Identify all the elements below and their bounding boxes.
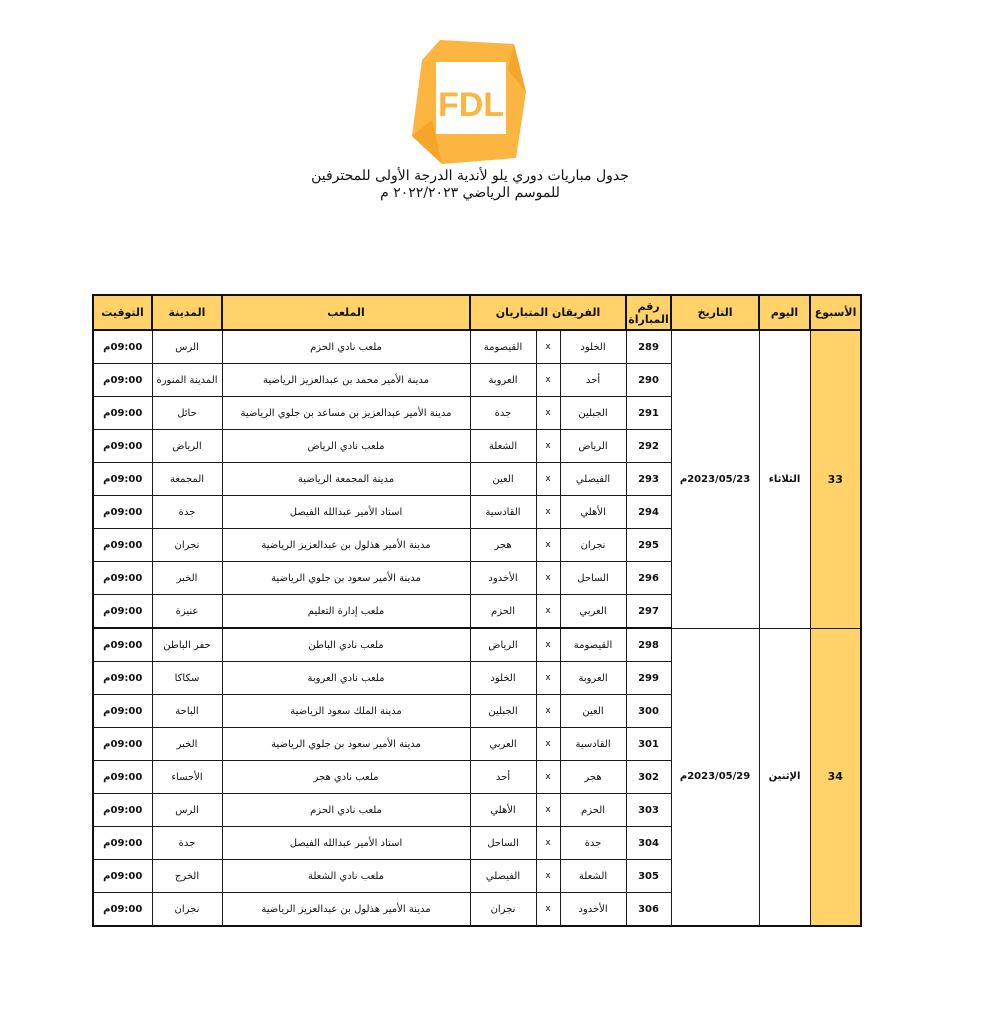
home-team-cell: الحزم <box>560 794 626 827</box>
city-cell: جدة <box>152 496 222 529</box>
away-team-cell: الرياض <box>470 628 536 662</box>
match-number-cell: 304 <box>626 827 671 860</box>
stadium-cell: ملعب نادي الحزم <box>222 330 470 364</box>
home-team-cell: الجبلين <box>560 397 626 430</box>
time-cell: 09:00م <box>93 662 152 695</box>
table-header-row <box>93 295 861 330</box>
city-cell: عنيزة <box>152 595 222 629</box>
stadium-cell: ملعب نادي هجر <box>222 761 470 794</box>
match-number-cell: 301 <box>626 728 671 761</box>
table-row <box>93 628 861 662</box>
stadium-cell: مدينة الأمير هذلول بن عبدالعزيز الرياضية <box>222 529 470 562</box>
city-cell: المجمعة <box>152 463 222 496</box>
versus-cell: x <box>536 794 560 827</box>
home-team-cell: الأهلي <box>560 496 626 529</box>
week-cell: 34 <box>810 628 861 926</box>
away-team-cell: القيصومة <box>470 330 536 364</box>
stadium-cell: ملعب نادي الشعلة <box>222 860 470 893</box>
table-body <box>93 330 861 926</box>
time-cell: 09:00م <box>93 695 152 728</box>
match-number-cell: 289 <box>626 330 671 364</box>
versus-cell: x <box>536 662 560 695</box>
header-day: اليوم <box>759 295 810 330</box>
time-cell: 09:00م <box>93 430 152 463</box>
city-cell: حفر الباطن <box>152 628 222 662</box>
away-team-cell: الشعلة <box>470 430 536 463</box>
versus-cell: x <box>536 364 560 397</box>
header-time: التوقيت <box>93 295 152 330</box>
city-cell: جدة <box>152 827 222 860</box>
time-cell: 09:00م <box>93 860 152 893</box>
time-cell: 09:00م <box>93 364 152 397</box>
time-cell: 09:00م <box>93 827 152 860</box>
time-cell: 09:00م <box>93 595 152 629</box>
match-number-cell: 293 <box>626 463 671 496</box>
away-team-cell: الساحل <box>470 827 536 860</box>
versus-cell: x <box>536 595 560 629</box>
city-cell: الرس <box>152 330 222 364</box>
away-team-cell: العين <box>470 463 536 496</box>
versus-cell: x <box>536 728 560 761</box>
city-cell: نجران <box>152 529 222 562</box>
versus-cell: x <box>536 860 560 893</box>
match-number-cell: 305 <box>626 860 671 893</box>
home-team-cell: هجر <box>560 761 626 794</box>
match-schedule-table <box>92 294 862 927</box>
home-team-cell: العروبة <box>560 662 626 695</box>
away-team-cell: العروبة <box>470 364 536 397</box>
versus-cell: x <box>536 827 560 860</box>
city-cell: سكاكا <box>152 662 222 695</box>
header-week: الأسبوع <box>810 295 861 330</box>
home-team-cell: القيصومة <box>560 628 626 662</box>
away-team-cell: الحزم <box>470 595 536 629</box>
match-number-cell: 298 <box>626 628 671 662</box>
match-number-cell: 291 <box>626 397 671 430</box>
date-cell: 2023/05/23م <box>671 330 759 628</box>
day-cell: الثلاثاء <box>759 330 810 628</box>
versus-cell: x <box>536 562 560 595</box>
match-number-cell: 297 <box>626 595 671 629</box>
away-team-cell: جدة <box>470 397 536 430</box>
city-cell: الأحساء <box>152 761 222 794</box>
time-cell: 09:00م <box>93 728 152 761</box>
header-date: التاريخ <box>671 295 759 330</box>
header-match-no: رقم المباراة <box>626 295 671 330</box>
versus-cell: x <box>536 496 560 529</box>
home-team-cell: العربي <box>560 595 626 629</box>
city-cell: الخبر <box>152 728 222 761</box>
city-cell: الرياض <box>152 430 222 463</box>
time-cell: 09:00م <box>93 496 152 529</box>
stadium-cell: استاد الأمير عبدالله الفيصل <box>222 827 470 860</box>
time-cell: 09:00م <box>93 628 152 662</box>
versus-cell: x <box>536 463 560 496</box>
away-team-cell: الجبلين <box>470 695 536 728</box>
match-number-cell: 292 <box>626 430 671 463</box>
city-cell: الباحة <box>152 695 222 728</box>
away-team-cell: نجران <box>470 893 536 927</box>
away-team-cell: الأهلي <box>470 794 536 827</box>
stadium-cell: ملعب نادي الباطن <box>222 628 470 662</box>
versus-cell: x <box>536 893 560 927</box>
away-team-cell: الأخدود <box>470 562 536 595</box>
fdl-logo <box>412 40 526 164</box>
away-team-cell: أحد <box>470 761 536 794</box>
city-cell: حائل <box>152 397 222 430</box>
home-team-cell: الأخدود <box>560 893 626 927</box>
stadium-cell: ملعب إدارة التعليم <box>222 595 470 629</box>
versus-cell: x <box>536 397 560 430</box>
stadium-cell: ملعب نادي الحزم <box>222 794 470 827</box>
time-cell: 09:00م <box>93 893 152 927</box>
home-team-cell: الخلود <box>560 330 626 364</box>
time-cell: 09:00م <box>93 463 152 496</box>
home-team-cell: العين <box>560 695 626 728</box>
match-number-cell: 302 <box>626 761 671 794</box>
stadium-cell: مدينة الملك سعود الرياضية <box>222 695 470 728</box>
header-teams: الفريقان المتباريان <box>470 295 626 330</box>
stadium-cell: مدينة الأمير محمد بن عبدالعزيز الرياضية <box>222 364 470 397</box>
match-number-cell: 300 <box>626 695 671 728</box>
away-team-cell: الفيصلي <box>470 860 536 893</box>
stadium-cell: مدينة الأمير هذلول بن عبدالعزيز الرياضية <box>222 893 470 927</box>
home-team-cell: القادسية <box>560 728 626 761</box>
versus-cell: x <box>536 430 560 463</box>
versus-cell: x <box>536 761 560 794</box>
match-number-cell: 299 <box>626 662 671 695</box>
away-team-cell: الخلود <box>470 662 536 695</box>
day-cell: الإثنين <box>759 628 810 926</box>
stadium-cell: مدينة الأمير عبدالعزيز بن مساعد بن جلوي الرياضية <box>222 397 470 430</box>
versus-cell: x <box>536 628 560 662</box>
match-number-cell: 296 <box>626 562 671 595</box>
time-cell: 09:00م <box>93 794 152 827</box>
stadium-cell: ملعب نادي الرياض <box>222 430 470 463</box>
versus-cell: x <box>536 330 560 364</box>
match-number-cell: 290 <box>626 364 671 397</box>
match-number-cell: 295 <box>626 529 671 562</box>
home-team-cell: الفيصلي <box>560 463 626 496</box>
stadium-cell: مدينة الأمير سعود بن جلوي الرياضية <box>222 728 470 761</box>
stadium-cell: مدينة المجمعة الرياضية <box>222 463 470 496</box>
versus-cell: x <box>536 529 560 562</box>
stadium-cell: مدينة الأمير سعود بن جلوي الرياضية <box>222 562 470 595</box>
home-team-cell: الساحل <box>560 562 626 595</box>
away-team-cell: العربي <box>470 728 536 761</box>
away-team-cell: القادسية <box>470 496 536 529</box>
title-line-1: جدول مباريات دوري يلو لأندية الدرجة الأولى للمحترفين <box>311 168 629 184</box>
stadium-cell: استاد الأمير عبدالله الفيصل <box>222 496 470 529</box>
document-title <box>300 168 640 202</box>
time-cell: 09:00م <box>93 529 152 562</box>
table-row <box>93 330 861 364</box>
header-city: المدينة <box>152 295 222 330</box>
versus-cell: x <box>536 695 560 728</box>
city-cell: المدينة المنورة <box>152 364 222 397</box>
home-team-cell: نجران <box>560 529 626 562</box>
away-team-cell: هجر <box>470 529 536 562</box>
time-cell: 09:00م <box>93 397 152 430</box>
home-team-cell: أحد <box>560 364 626 397</box>
week-cell: 33 <box>810 330 861 628</box>
city-cell: الرس <box>152 794 222 827</box>
time-cell: 09:00م <box>93 761 152 794</box>
match-number-cell: 306 <box>626 893 671 927</box>
stadium-cell: ملعب نادي العروبة <box>222 662 470 695</box>
logo-text: FDL <box>437 86 505 124</box>
match-number-cell: 294 <box>626 496 671 529</box>
home-team-cell: جدة <box>560 827 626 860</box>
match-number-cell: 303 <box>626 794 671 827</box>
title-line-2: للموسم الرياضي ٢٠٢٢/٢٠٢٣ م <box>380 185 560 201</box>
home-team-cell: الشعلة <box>560 860 626 893</box>
home-team-cell: الرياض <box>560 430 626 463</box>
time-cell: 09:00م <box>93 330 152 364</box>
city-cell: الخرج <box>152 860 222 893</box>
city-cell: الخبر <box>152 562 222 595</box>
date-cell: 2023/05/29م <box>671 628 759 926</box>
city-cell: نجران <box>152 893 222 927</box>
header-stadium: الملعب <box>222 295 470 330</box>
time-cell: 09:00م <box>93 562 152 595</box>
